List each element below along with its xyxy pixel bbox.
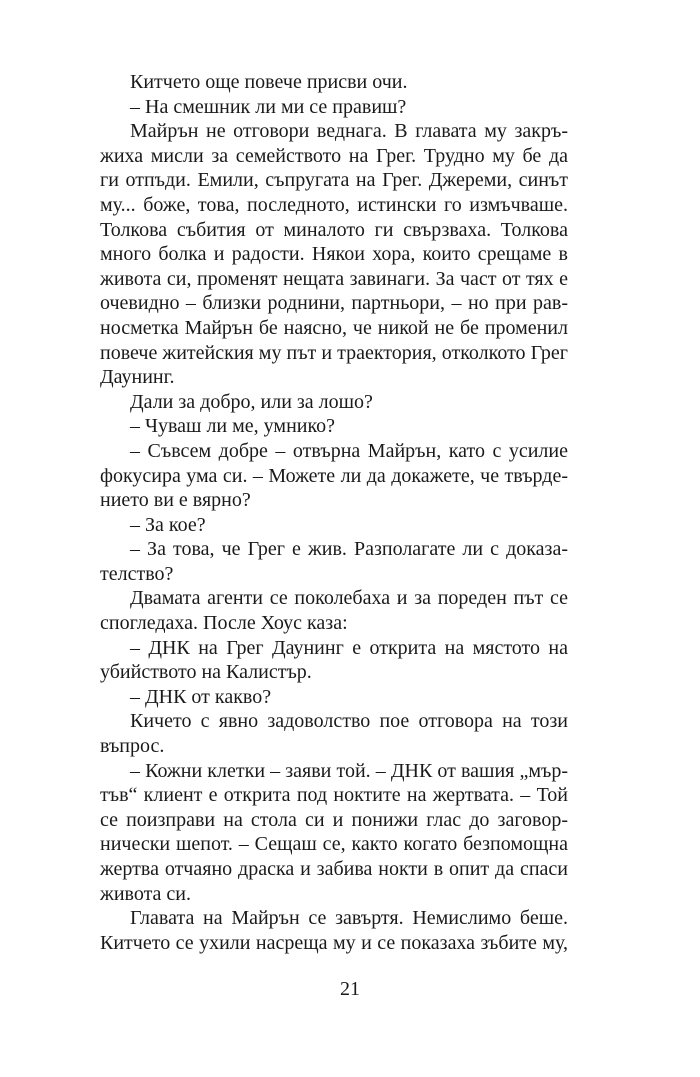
text-line: нието ви е вярно? <box>100 489 251 512</box>
text-line: се поизправи на стола си и понижи глас до заговор- <box>100 808 568 831</box>
page-number: 21 <box>340 978 360 1000</box>
text-line: ги отпъди. Емили, съпругата на Грег. Джереми, синът <box>100 169 568 192</box>
text-line: – На смешник ли ми се правиш? <box>130 95 407 118</box>
text-line: – Съвсем добре – отвърна Майрън, като с усилие <box>130 439 568 462</box>
text-line: телство? <box>100 562 174 585</box>
text-line: много болка и радости. Някои хора, които срещаме в <box>100 243 568 266</box>
text-line: – ДНК от какво? <box>130 685 272 708</box>
text-line: носметка Майрън бе наясно, че никой не бе променил <box>100 316 568 339</box>
text-line: живота си. <box>100 882 192 905</box>
text-line: Толкова събития от миналото ги свързваха. Толкова <box>100 218 568 241</box>
text-line: Даунинг. <box>100 366 175 389</box>
text-line: – За кое? <box>130 513 206 536</box>
text-line: нически шепот. – Сещаш се, както когато безпомощна <box>100 833 568 856</box>
text-line: – ДНК на Грег Даунинг е открита на мястото на <box>130 636 568 659</box>
text-line: жиха мисли за семейството на Грег. Трудно му бе да <box>100 144 568 167</box>
text-line: Двамата агенти се поколебаха и за пореден път се <box>130 587 568 610</box>
text-line: – Чуваш ли ме, умнико? <box>130 415 336 438</box>
text-line: очевидно – близки роднини, партньори, – но при рав- <box>100 292 568 315</box>
text-line: жертва отчаяно драска и забива нокти в опит да спаси <box>100 858 568 880</box>
text-line: спогледаха. После Хоус каза: <box>100 612 348 635</box>
text-line: Дали за добро, или за лошо? <box>130 390 373 413</box>
text-line: Китчето още повече присви очи. <box>130 71 408 93</box>
text-line: Кичето с явно задоволство пое отговора на този <box>130 710 568 733</box>
text-line: – Кожни клетки – заяви той. – ДНК от вашия „мър- <box>130 759 568 782</box>
text-line: Майрън не отговори веднага. В главата му закръ- <box>130 120 568 143</box>
text-line: убийството на Калистър. <box>100 661 312 684</box>
text-line: Китчето се ухили насреща му и се показаха зъбите му, <box>100 931 568 954</box>
text-line: живота си, променят нещата завинаги. За част от тях е <box>100 267 568 290</box>
text-line: въпрос. <box>100 735 165 758</box>
text-line: тъв“ клиент е открита под ноктите на жертвата. – Той <box>100 784 568 807</box>
text-line: Главата на Майрън се завъртя. Немислимо беше. <box>130 907 568 930</box>
text-line: му... боже, това, последното, истински го измъчваше. <box>100 193 568 216</box>
text-line: фокусира ума си. – Можете ли да докажете, че твърде- <box>100 464 568 487</box>
text-line: повече житейския му път и траектория, отколкото Грег <box>100 341 568 364</box>
text-line: – За това, че Грег е жив. Разполагате ли с доказа- <box>130 538 568 561</box>
body-text <box>100 70 568 955</box>
